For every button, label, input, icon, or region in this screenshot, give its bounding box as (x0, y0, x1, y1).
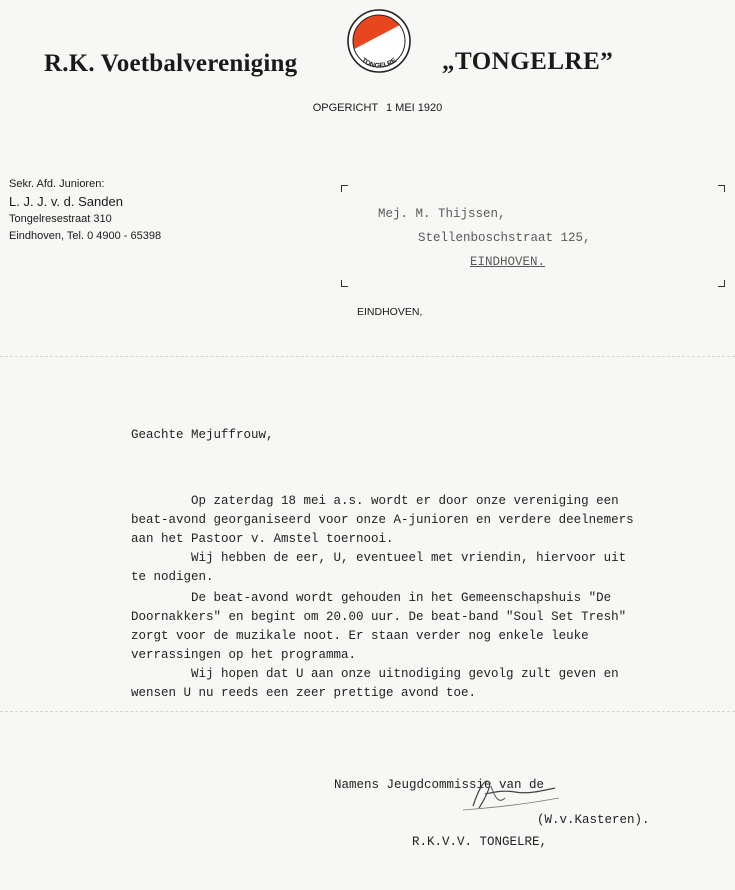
sender-street: Tongelresestraat 310 (9, 213, 112, 226)
salutation: Geachte Mejuffrouw, (131, 428, 274, 442)
sender-block (9, 176, 161, 245)
club-logo (345, 8, 413, 76)
place-label: EINDHOVEN, (357, 306, 423, 318)
address-window-corner (341, 280, 348, 287)
address-window-corner (718, 185, 725, 192)
paragraph-4: Wij hopen dat U aan onze uitnodiging gevolg zult geven en wensen U nu reeds een zeer prettige avond toe. (131, 667, 619, 700)
fold-line (0, 356, 735, 357)
recipient-name: Mej. M. Thijssen, (378, 207, 506, 221)
paragraph-2: Wij hebben de eer, U, eventueel met vriendin, hiervoor uit te nodigen. (131, 551, 627, 584)
founded-date: 1 MEI 1920 (386, 102, 443, 114)
handwritten-signature (455, 768, 565, 818)
club-name-right: „TONGELRE” (442, 48, 614, 75)
paragraph-3: De beat-avond wordt gehouden in het Gemeenschapshuis "De Doornakkers" en begint om 20.00 uur. De beat-band "Soul Set Tresh" zorgt voor de muzikale noot. Er staan verder nog enkele leuke verrassingen op het programma. (131, 591, 627, 662)
founded-label: OPGERICHT (312, 102, 378, 114)
address-window-corner (341, 185, 348, 192)
sender-city-phone: Eindhoven, Tel. 0 4900 - 65398 (9, 230, 162, 243)
club-name-left: R.K. Voetbalvereniging (44, 50, 298, 77)
address-window-corner (718, 280, 725, 287)
signer-name: (W.v.Kasteren). (537, 813, 650, 827)
sender-name: L. J. J. v. d. Sanden (9, 194, 123, 210)
closing-line-1: Namens Jeugdcommissie van de (334, 778, 545, 792)
recipient-city: EINDHOVEN. (470, 255, 546, 269)
fold-line (0, 711, 735, 712)
founded-line (0, 102, 735, 114)
paragraph-1: Op zaterdag 18 mei a.s. wordt er door onze vereniging een beat-avond georganiseerd voor onze A-junioren en verdere deelnemers aan het Pastoor v. Amstel toernooi. (131, 494, 634, 546)
recipient-street: Stellenboschstraat 125, (418, 231, 591, 245)
sender-dept: Sekr. Afd. Junioren: (9, 178, 105, 190)
closing-line-2: R.K.V.V. TONGELRE, (412, 835, 548, 849)
logo-text: TONGELRE (359, 57, 399, 70)
